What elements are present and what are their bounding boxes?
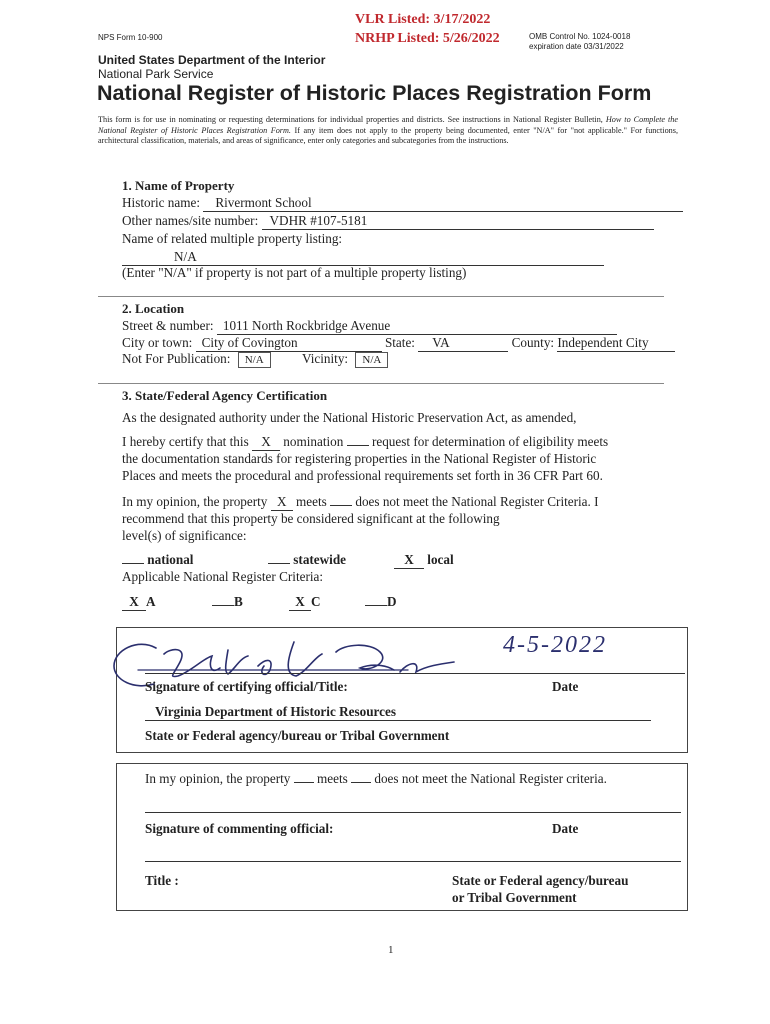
historic-name-field[interactable]: Rivermont School [203,195,683,212]
criterion-a[interactable]: X A [122,594,156,611]
city-row: City or town: City of Covington State: VA County: Independent City [122,335,675,352]
street-row: Street & number: 1011 North Rockbridge Avenue [122,318,617,335]
not-for-publication-box[interactable]: N/A [238,352,271,368]
opinion-line-1: In my opinion, the property X meets does not meet the National Register Criteria. I [122,494,599,509]
certify-line-1: I hereby certify that this X nomination request for determination of eligibility meets [122,434,609,449]
level-local[interactable]: X local [394,552,454,569]
page-number: 1 [388,944,394,956]
does-not-meet-checkbox[interactable] [330,505,352,506]
opinion-line-2: recommend that this property be considered significant at the following [122,511,500,526]
agency-label: State or Federal agency/bureau or Tribal Government [145,728,450,743]
other-names-field[interactable]: VDHR #107-5181 [262,213,654,230]
authority-statement: As the designated authority under the National Historic Preservation Act, as amended, [122,410,577,425]
handwritten-date: 4-5-2022 [503,632,607,658]
criterion-c[interactable]: X C [289,594,321,611]
title-label: Title : [145,873,179,888]
department-name: United States Department of the Interior [98,53,326,67]
state-label: State: [384,335,415,350]
commenting-agency-label-2: or Tribal Government [452,890,577,905]
page-title: National Register of Historic Places Registration Form [97,81,652,105]
agency-row [145,704,651,721]
publication-row: Not For Publication: N/A Vicinity: N/A [122,351,388,368]
meets-checkbox[interactable]: X [271,494,293,511]
nomination-checkbox[interactable]: X [252,434,280,451]
related-listing-note: (Enter "N/A" if property is not part of a multiple property listing) [122,265,467,280]
instructions-paragraph: This form is for use in nominating or requesting determinations for individual properties and districts. See instructions in National Register Bulletin, How to Complete the National Register of Historic Places Registration Form. If any item does not apply to the property being documented, enter "N/A" for "not applicable." For functions, architectural classification, materials, and areas of significance, enter only categories and subcategories from the instructions. [98,115,679,146]
criteria-label: Applicable National Register Criteria: [122,569,324,584]
certifying-signature-label: Signature of certifying official/Title: [145,679,348,694]
certify-line-3: Places and meets the procedural and professional requirements set forth in 36 CFR Part 60. [122,468,603,483]
vicinity-label: Vicinity: [301,351,349,366]
section-2-heading: 2. Location [122,301,185,316]
signature-line [145,673,685,674]
agency-field[interactable]: Virginia Department of Historic Resources [145,704,651,721]
related-listing-row [122,249,604,266]
city-field[interactable]: City of Covington [196,335,382,352]
section-divider [98,383,664,384]
certify-line-2: the documentation standards for registering properties in the National Register of Historic [122,451,597,466]
other-names-row: Other names/site number: VDHR #107-5181 [122,213,654,230]
omb-control-number: OMB Control No. 1024-0018 [529,32,631,41]
vicinity-box[interactable]: N/A [355,352,388,368]
nrhp-listed-stamp: NRHP Listed: 5/26/2022 [355,31,500,46]
commenting-agency-label-1: State or Federal agency/bureau [452,873,629,888]
commenting-opinion-line: In my opinion, the property meets does not meet the National Register criteria. [145,771,607,786]
vlr-listed-stamp: VLR Listed: 3/17/2022 [355,12,491,27]
title-line[interactable] [145,861,681,862]
historic-name-row: Historic name: Rivermont School [122,195,683,212]
criterion-d[interactable]: D [365,594,397,610]
section-divider [98,296,664,297]
commenting-date-label: Date [552,821,579,836]
service-name: National Park Service [98,67,214,81]
request-checkbox[interactable] [347,445,369,446]
commenting-signature-label: Signature of commenting official: [145,821,334,836]
opinion-line-3: level(s) of significance: [122,528,247,543]
level-national[interactable]: national [122,552,193,568]
related-listing-field[interactable]: N/A [122,249,604,266]
street-field[interactable]: 1011 North Rockbridge Avenue [217,318,617,335]
section-3-heading: 3. State/Federal Agency Certification [122,388,328,403]
level-statewide[interactable]: statewide [268,552,346,568]
commenting-signature-line[interactable] [145,812,681,813]
form-number: NPS Form 10-900 [98,33,163,42]
county-field[interactable]: Independent City [557,335,675,352]
criterion-b[interactable]: B [212,594,243,610]
commenting-does-not-meet-checkbox[interactable] [351,782,371,783]
commenting-meets-checkbox[interactable] [294,782,314,783]
section-1-heading: 1. Name of Property [122,178,235,193]
expiration-date: expiration date 03/31/2022 [529,42,624,51]
certifying-date-label: Date [552,679,579,694]
state-field[interactable]: VA [418,335,508,352]
related-listing-label: Name of related multiple property listing: [122,231,343,246]
county-label: County: [511,335,555,350]
